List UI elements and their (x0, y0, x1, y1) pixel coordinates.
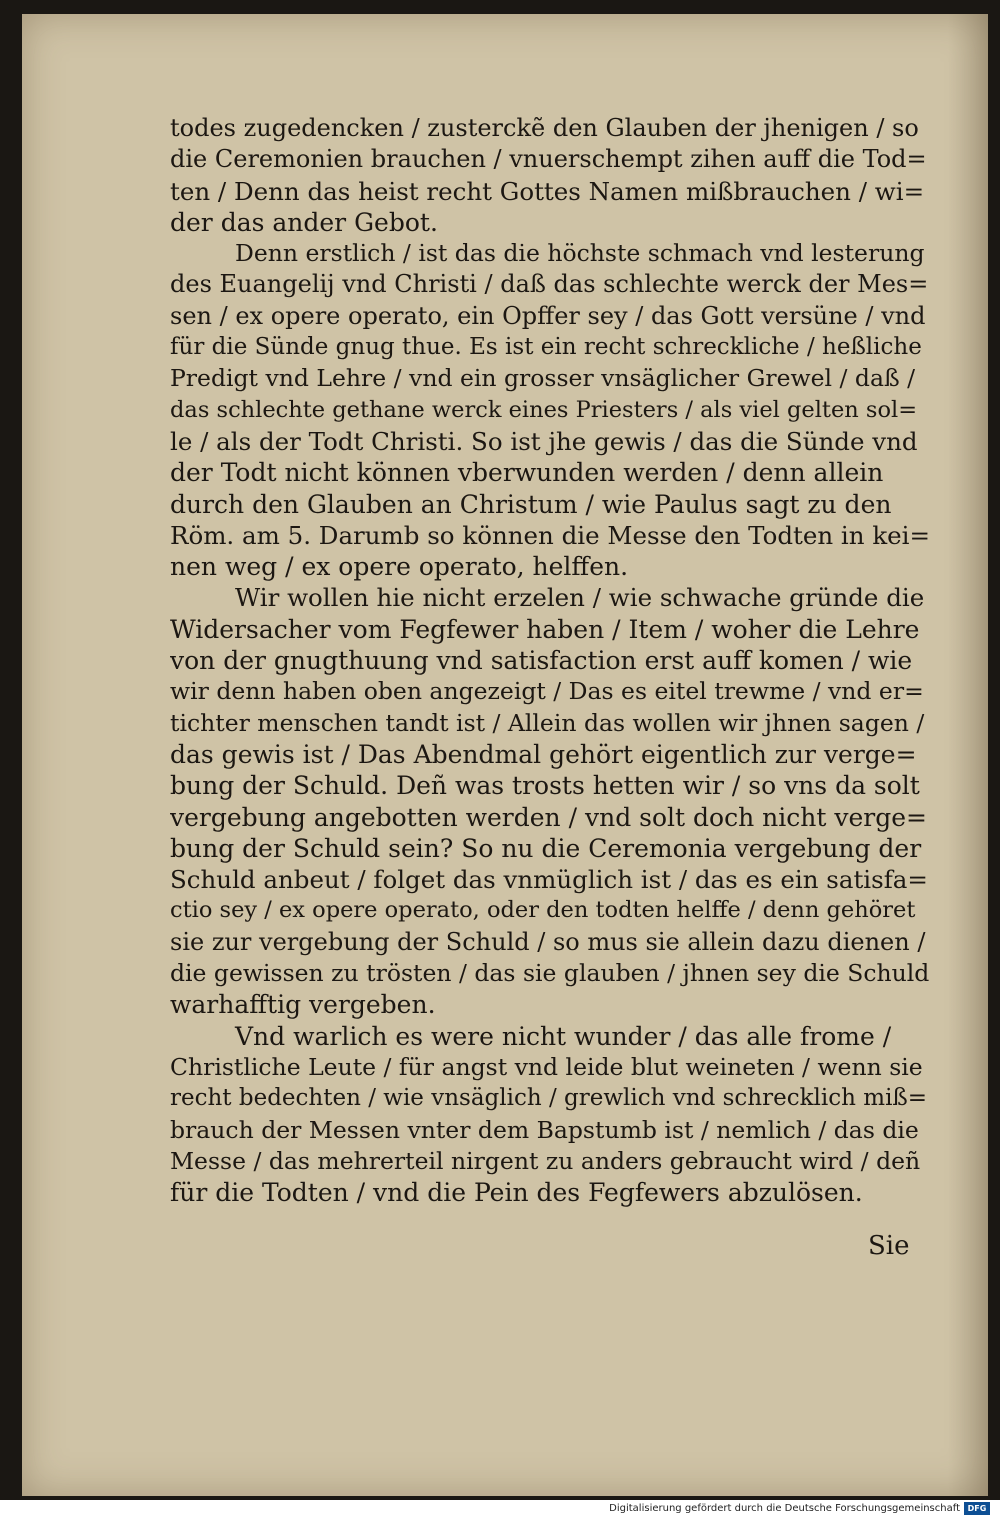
text-line: bung der Schuld sein? So nu die Ceremonia vergebung der (170, 833, 922, 863)
text-line: vergebung angebotten werden / vnd solt doch nicht verge= (170, 802, 927, 832)
text-line: le / als der Todt Christi. So ist jhe gewis / das die Sünde vnd (170, 426, 918, 456)
text-line: sie zur vergebung der Schuld / so mus sie allein dazu dienen / (170, 927, 926, 956)
footer-bar (0, 1500, 1000, 1518)
text-line: recht bedechten / wie vnsäglich / grewlich vnd schrecklich miß= (170, 1085, 928, 1112)
text-line: wir denn haben oben angezeigt / Das es eitel trewme / vnd er= (170, 677, 924, 706)
text-line: für die Todten / vnd die Pein des Fegfewers abzulösen. (170, 1178, 863, 1208)
text-line: nen weg / ex opere operato, helffen. (170, 552, 629, 582)
text-line: ten / Denn das heist recht Gottes Namen mißbrauchen / wi= (170, 176, 925, 206)
dfg-logo: DFG (964, 1502, 990, 1515)
text-line: Vnd warlich es were nicht wunder / das alle frome / (235, 1021, 892, 1051)
text-line: Messe / das mehrerteil nirgent zu anders gebraucht wird / deñ (170, 1146, 921, 1175)
text-line: Christliche Leute / für angst vnd leide blut weineten / wenn sie (170, 1052, 923, 1081)
text-line: Predigt vnd Lehre / vnd ein grosser vnsäglicher Grewel / daß / (170, 364, 916, 393)
digitization-credit: Digitalisierung gefördert durch die Deutsche Forschungsgemeinschaft (609, 1503, 960, 1514)
text-line: Widersacher vom Fegfewer haben / Item / woher die Lehre (170, 614, 920, 644)
text-line: tichter menschen tandt ist / Allein das wollen wir jhnen sagen / (170, 708, 925, 737)
text-line: der Todt nicht können vberwunden werden / denn allein (170, 458, 884, 488)
text-line: das gewis ist / Das Abendmal gehört eigentlich zur verge= (170, 739, 917, 769)
text-line: bung der Schuld. Deñ was trosts hetten wir / so vns da solt (170, 771, 920, 801)
text-line: die gewissen zu trösten / das sie glauben / jhnen sey die Schuld (170, 959, 930, 988)
text-line: von der gnugthuung vnd satisfaction erst auff komen / wie (170, 646, 913, 676)
text-line: des Euangelij vnd Christi / daß das schlechte werck der Mes= (170, 270, 929, 299)
text-line: Wir wollen hie nicht erzelen / wie schwache gründe die (235, 583, 925, 613)
body-text (170, 113, 930, 1208)
text-line: todes zugedencken / zusterckẽ den Glauben der jhenigen / so (170, 114, 919, 142)
text-line: der das ander Gebot. (170, 207, 438, 237)
text-line: warhafftig vergeben. (170, 990, 436, 1020)
text-line: das schlechte gethane werck eines Priesters / als viel gelten sol= (170, 396, 918, 423)
text-line: sen / ex opere operato, ein Opffer sey / das Gott versüne / vnd (170, 301, 926, 330)
text-line: ctio sey / ex opere operato, oder den todten helffe / denn gehöret (170, 897, 916, 924)
text-line: für die Sünde gnug thue. Es ist ein recht schreckliche / heßliche (170, 334, 922, 361)
text-line: die Ceremonien brauchen / vnuerschempt zihen auff die Tod= (170, 145, 927, 174)
text-line: Schuld anbeut / folget das vnmüglich ist / das es ein satisfa= (170, 865, 928, 895)
catchword: Sie (868, 1231, 910, 1261)
text-line: Röm. am 5. Darumb so können die Messe den Todten in kei= (170, 520, 930, 550)
page-edge-shadow (948, 14, 988, 1496)
text-line: durch den Glauben an Christum / wie Paulus sagt zu den (170, 489, 892, 519)
text-line: Denn erstlich / ist das die höchste schmach vnd lesterung (235, 239, 925, 268)
text-line: brauch der Messen vnter dem Bapstumb ist / nemlich / das die (170, 1115, 919, 1144)
